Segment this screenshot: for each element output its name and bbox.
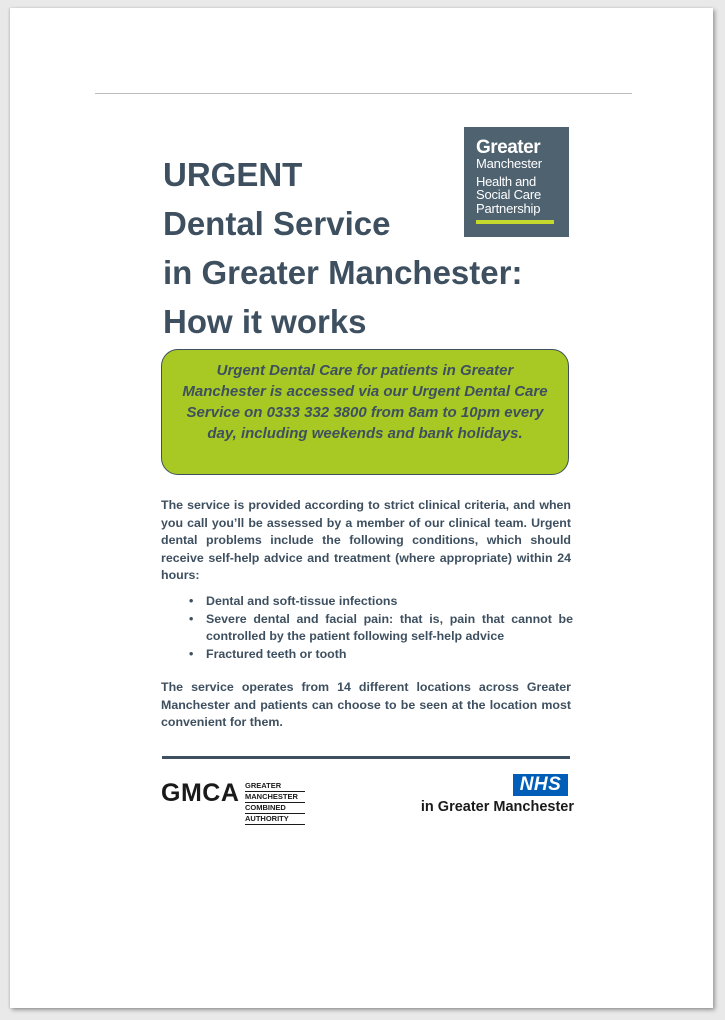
condition-text: Dental and soft-tissue infections: [206, 594, 398, 608]
closing-paragraph: The service operates from 14 different locations across Greater Manchester and patients can choose to be seen at the location most convenient for them.: [161, 680, 571, 730]
condition-text: Fractured teeth or tooth: [206, 646, 347, 661]
logo-line-social-care: Social Care: [476, 187, 541, 202]
callout-text: Urgent Dental Care for patients in Greater Manchester is accessed via our Urgent Dental Care Service on 0333 332 3800 from 8am to 10pm every day, including weekends and bank holidays.: [182, 362, 548, 442]
gm-health-partnership-logo: [464, 127, 569, 237]
footer-rule: [162, 756, 570, 759]
gmca-full-name: [245, 781, 305, 825]
title-line-1: URGENT: [163, 156, 303, 193]
list-item: [161, 646, 573, 664]
nhs-region-text: in Greater Manchester: [420, 799, 574, 815]
logo-line-greater: Greater: [476, 137, 541, 158]
list-item: [161, 593, 573, 611]
bullet-icon: •: [189, 594, 194, 608]
logo-accent-bar: [476, 220, 554, 224]
title-line-4: How it works: [163, 303, 367, 340]
bullet-icon: •: [189, 611, 194, 626]
list-item: [161, 611, 573, 646]
conditions-list: [161, 593, 573, 663]
logo-line-health: Health and: [476, 174, 536, 189]
gmca-word: MANCHESTER: [245, 792, 305, 803]
gmca-word: COMBINED: [245, 803, 305, 814]
nhs-logo: NHS: [513, 774, 568, 796]
header-rule: [95, 93, 632, 94]
gmca-word: AUTHORITY: [245, 814, 305, 825]
title-line-3: in Greater Manchester:: [163, 254, 523, 291]
gmca-word: GREATER: [245, 781, 305, 792]
document-page: [10, 8, 713, 1008]
gmca-abbrev: GMCA: [161, 779, 240, 807]
bullet-icon: •: [189, 646, 194, 661]
logo-line-manchester: Manchester: [476, 156, 542, 171]
condition-text: Severe dental and facial pain: that is, pain that cannot be controlled by the patient following self-help advice: [206, 611, 573, 644]
title-line-2: Dental Service: [163, 205, 391, 242]
logo-line-partnership: Partnership: [476, 201, 541, 216]
callout-box: [161, 349, 569, 475]
intro-paragraph: The service is provided according to strict clinical criteria, and when you call you’ll be assessed by a member of our clinical team. Urgent dental problems include the following conditions, which should receive self-help advice and treatment (where appropriate) within 24 hours:: [161, 498, 571, 583]
